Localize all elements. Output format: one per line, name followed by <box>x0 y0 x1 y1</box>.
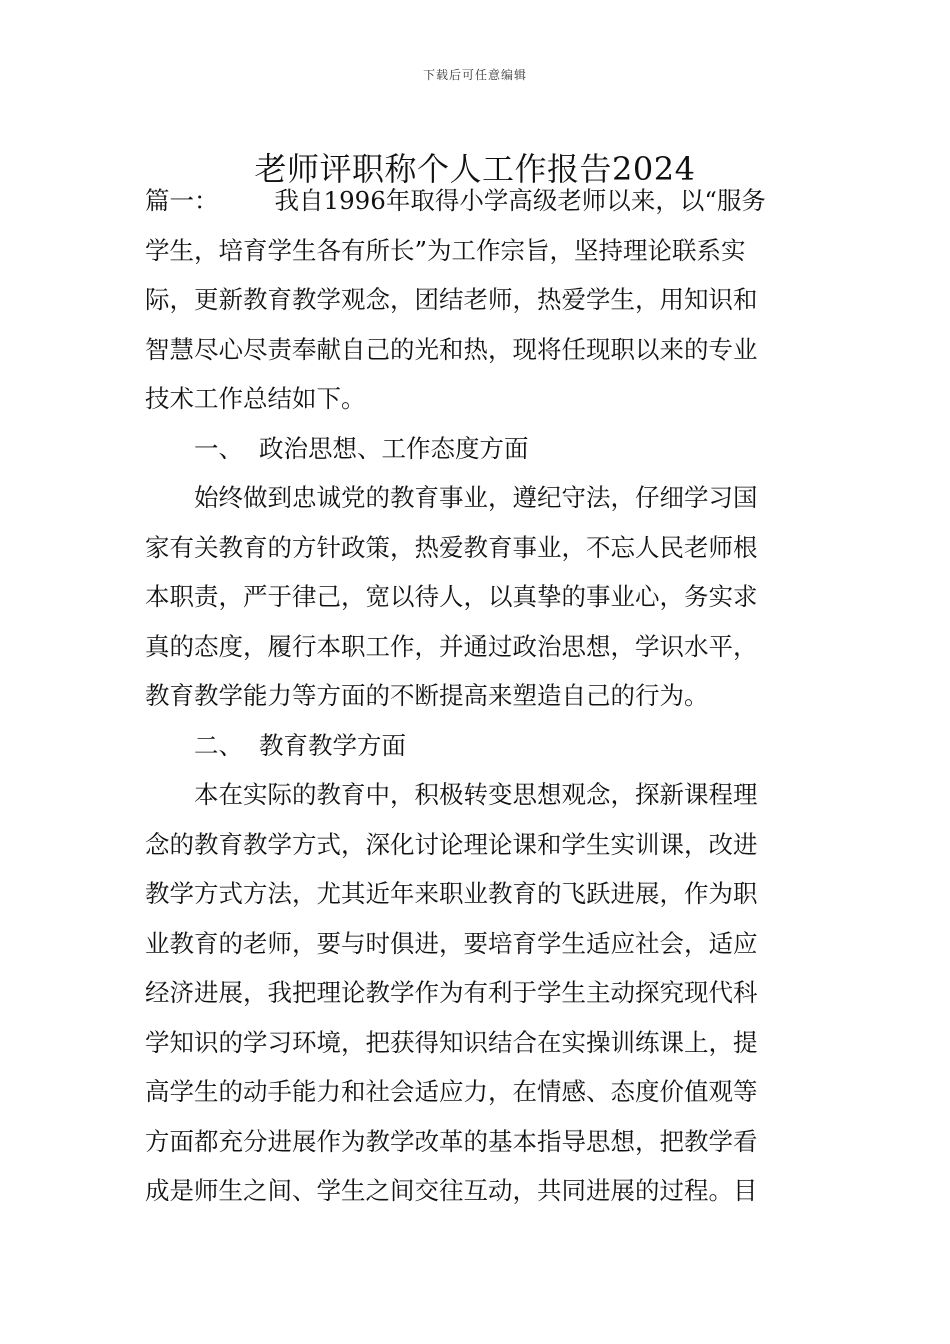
paragraph-line: 真的态度，履行本职工作，并通过政治思想，学识水平， <box>145 631 758 661</box>
intro-label: 篇一： <box>145 186 219 215</box>
paragraph-line: 业教育的老师，要与时俱进，要培育学生适应社会，适应 <box>145 928 758 958</box>
paragraph-line: 教学方式方法，尤其近年来职业教育的飞跃进展，作为职 <box>145 879 758 908</box>
paragraph-line: 经济进展，我把理论教学作为有利于学生主动探究现代科 <box>145 978 758 1007</box>
paragraph-line: 学生，培育学生各有所长”为工作宗旨，坚持理论联系实 <box>145 235 746 265</box>
section-heading-2 <box>145 721 813 771</box>
paragraph-line: 念的教育教学方式，深化讨论理论课和学生实训课，改进 <box>145 829 758 859</box>
paragraph-line: 高学生的动手能力和社会适应力，在情感、态度价值观等 <box>145 1077 758 1106</box>
section-number: 二、 <box>194 730 243 760</box>
paragraph-line: 本在实际的教育中，积极转变思想观念，探新课程理 <box>194 780 758 809</box>
intro-first-line <box>145 176 813 226</box>
paragraph-line: 教育教学能力等方面的不断提高来塑造自己的行为。 <box>145 681 709 710</box>
paragraph-line: 家有关教育的方针政策，热爱教育事业，不忘人民老师根 <box>145 532 758 562</box>
paragraph-line: 方面都充分进展作为教学改革的基本指导思想，把教学看 <box>145 1126 758 1156</box>
paragraph-line: 际，更新教育教学观念，团结老师，热爱学生，用知识和 <box>145 285 758 314</box>
paragraph-line: 学知识的学习环境，把获得知识结合在实操训练课上，提 <box>145 1027 758 1057</box>
document-body <box>145 176 813 1216</box>
paragraph-line: 技术工作总结如下。 <box>145 384 366 413</box>
intro-first-text: 我自1996年取得小学高级老师以来，以“服务 <box>274 186 766 215</box>
section-heading-text: 教育教学方面 <box>259 730 406 760</box>
section-heading-text: 政治思想、工作态度方面 <box>259 433 529 463</box>
paragraph-line: 本职责，严于律己，宽以待人，以真挚的事业心，务实求 <box>145 582 758 611</box>
section-number: 一、 <box>194 433 243 463</box>
document-title: 老师评职称个人工作报告2024 <box>254 150 696 189</box>
paragraph-line: 智慧尽心尽责奉献自己的光和热，现将任现职以来的专业 <box>145 334 758 364</box>
paragraph-line: 始终做到忠诚党的教育事业，遵纪守法，仔细学习国 <box>194 483 758 512</box>
header-note: 下载后可任意编辑 <box>422 68 527 82</box>
section-heading-1 <box>145 424 813 474</box>
paragraph-line: 成是师生之间、学生之间交往互动，共同进展的过程。目 <box>145 1176 758 1205</box>
